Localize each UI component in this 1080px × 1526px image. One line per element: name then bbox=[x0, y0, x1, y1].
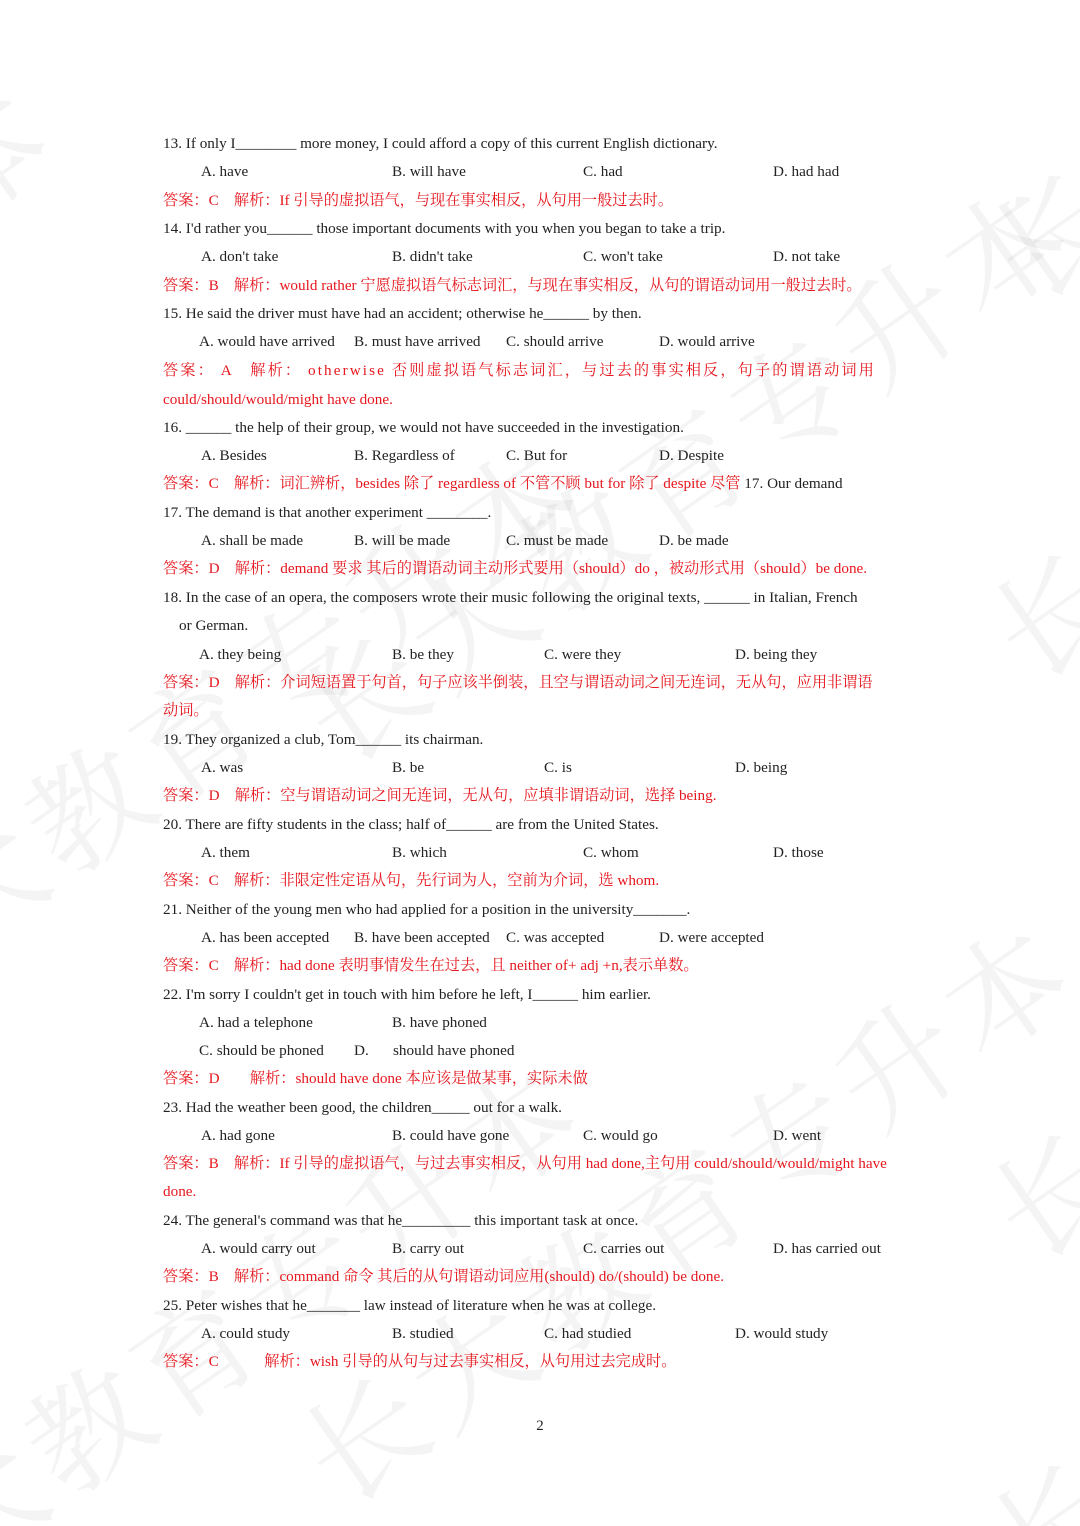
stray-text: 17. Our demand bbox=[744, 475, 843, 492]
option: D. Despite bbox=[659, 447, 724, 464]
option: D. has carried out bbox=[773, 1240, 881, 1257]
option: A. was bbox=[201, 759, 244, 776]
option: D. would arrive bbox=[659, 333, 755, 350]
answer-explanation: 答案：B 解析：would rather 宁愿虚拟语气标志词汇，与现在事实相反，从句的谓语动词用一般过去时。 bbox=[163, 277, 862, 294]
option: B. have been accepted bbox=[354, 929, 490, 946]
option: B. could have gone bbox=[392, 1127, 510, 1144]
option: C. should arrive bbox=[506, 333, 604, 350]
option: D. were accepted bbox=[659, 929, 764, 946]
question-stem: 24. The general's command was that he_________ this important task at once. bbox=[163, 1212, 639, 1229]
option: B. have phoned bbox=[392, 1014, 487, 1031]
option: A. had gone bbox=[201, 1127, 275, 1144]
answer-explanation-cont: 动词。 bbox=[163, 702, 209, 719]
question-stem: 14. I'd rather you______ those important documents with you when you began to take a trip. bbox=[163, 220, 726, 237]
option: A. shall be made bbox=[201, 532, 304, 549]
answer-row bbox=[163, 474, 843, 494]
option: should have phoned bbox=[393, 1042, 515, 1059]
answer-explanation: 答案：D 解析：空与谓语动词之间无连词，无从句，应填非谓语动词，选择 being. bbox=[163, 787, 717, 804]
option: B. didn't take bbox=[392, 248, 473, 265]
answer-explanation: 答案：D 解析：demand 要求 其后的谓语动词主动形式要用（should）do ，被动形式用（should）be done. bbox=[163, 560, 868, 577]
option: A. would have arrived bbox=[199, 333, 335, 350]
option: C. would go bbox=[583, 1127, 658, 1144]
option: D. went bbox=[773, 1127, 822, 1144]
option: A. could study bbox=[201, 1325, 291, 1342]
option: D. bbox=[354, 1042, 369, 1059]
option: C. But for bbox=[506, 447, 568, 464]
option: B. Regardless of bbox=[354, 447, 455, 464]
question-stem: 15. He said the driver must have had an accident; otherwise he______ by then. bbox=[163, 305, 642, 322]
option: A. have bbox=[201, 163, 249, 180]
question-stem: 13. If only I________ more money, I could afford a copy of this current English dictionary. bbox=[163, 135, 718, 152]
option: C. whom bbox=[583, 844, 639, 861]
option: C. were they bbox=[544, 646, 622, 663]
answer-explanation: 答案： A 解析： otherwise 否则虚拟语气标志词汇，与过去的事实相反，句子的谓语动词用 bbox=[163, 362, 876, 379]
answer-explanation: 答案：B 解析：command 命令 其后的从句谓语动词应用(should) do/(should) be done. bbox=[163, 1268, 725, 1285]
option: C. should be phoned bbox=[199, 1042, 324, 1059]
question-stem: 21. Neither of the young men who had applied for a position in the university_______. bbox=[163, 901, 691, 918]
question-stem: 17. The demand is that another experiment ________. bbox=[163, 504, 492, 521]
option: C. is bbox=[544, 759, 572, 776]
option: C. won't take bbox=[583, 248, 663, 265]
answer-explanation: 答案：C 解析：词汇辨析，besides 除了 regardless of 不管不顾 but for 除了 despite 尽管 bbox=[163, 475, 741, 492]
option: A. has been accepted bbox=[201, 929, 330, 946]
question-stem: 16. ______ the help of their group, we would not have succeeded in the investigation. bbox=[163, 419, 684, 436]
option: D. had had bbox=[773, 163, 840, 180]
option: C. had studied bbox=[544, 1325, 632, 1342]
option: B. studied bbox=[392, 1325, 454, 1342]
question-stem: 19. They organized a club, Tom______ its chairman. bbox=[163, 731, 484, 748]
question-stem: 25. Peter wishes that he_______ law instead of literature when he was at college. bbox=[163, 1297, 657, 1314]
option: B. will be made bbox=[354, 532, 451, 549]
answer-explanation-cont: done. bbox=[163, 1183, 197, 1200]
option: C. must be made bbox=[506, 532, 609, 549]
option: B. will have bbox=[392, 163, 466, 180]
option: A. had a telephone bbox=[199, 1014, 313, 1031]
option: C. carries out bbox=[583, 1240, 665, 1257]
question-stem: 20. There are fifty students in the class; half of______ are from the United States. bbox=[163, 816, 659, 833]
question-stem: 22. I'm sorry I couldn't get in touch with him before he left, I______ him earlier. bbox=[163, 986, 651, 1003]
page-number: 2 bbox=[536, 1418, 544, 1434]
answer-explanation: 答案：D 解析：should have done 本应该是做某事，实际未做 bbox=[163, 1070, 588, 1087]
option: A. Besides bbox=[201, 447, 267, 464]
option: A. don't take bbox=[201, 248, 279, 265]
answer-explanation: 答案：C 解析：had done 表明事情发生在过去，且 neither of+ adj +n,表示单数。 bbox=[163, 957, 699, 974]
answer-explanation: 答案：D 解析：介词短语置于句首，句子应该半倒装，且空与谓语动词之间无连词，无从句，应用非谓语 bbox=[163, 674, 873, 691]
option: B. which bbox=[392, 844, 447, 861]
option: A. them bbox=[201, 844, 250, 861]
answer-explanation: 答案：C 解析：If 引导的虚拟语气，与现在事实相反，从句用一般过去时。 bbox=[163, 192, 674, 209]
question-stem: 18. In the case of an opera, the composers wrote their music following the original texts, ______ in Italian, French bbox=[163, 589, 858, 606]
answer-explanation: 答案：C 解析：wish 引导的从句与过去事实相反，从句用过去完成时。 bbox=[163, 1353, 677, 1370]
option: D. would study bbox=[735, 1325, 829, 1342]
option: A. would carry out bbox=[201, 1240, 316, 1257]
answer-explanation: 答案：C 解析：非限定性定语从句，先行词为人，空前为介词，选 whom. bbox=[163, 872, 660, 889]
option: D. not take bbox=[773, 248, 841, 265]
option: D. be made bbox=[659, 532, 729, 549]
option: D. being bbox=[735, 759, 788, 776]
option: C. was accepted bbox=[506, 929, 605, 946]
option: B. carry out bbox=[392, 1240, 465, 1257]
question-stem-cont: or German. bbox=[179, 617, 249, 634]
answer-explanation-cont: could/should/would/might have done. bbox=[163, 391, 393, 408]
option: D. those bbox=[773, 844, 824, 861]
option: B. must have arrived bbox=[354, 333, 481, 350]
option: B. be bbox=[392, 759, 425, 776]
question-stem: 23. Had the weather been good, the children_____ out for a walk. bbox=[163, 1099, 562, 1116]
option: D. being they bbox=[735, 646, 818, 663]
option: A. they being bbox=[199, 646, 282, 663]
option: C. had bbox=[583, 163, 623, 180]
option: B. be they bbox=[392, 646, 455, 663]
answer-explanation: 答案：B 解析：If 引导的虚拟语气，与过去事实相反，从句用 had done,主句用 could/should/would/might have bbox=[163, 1155, 887, 1172]
